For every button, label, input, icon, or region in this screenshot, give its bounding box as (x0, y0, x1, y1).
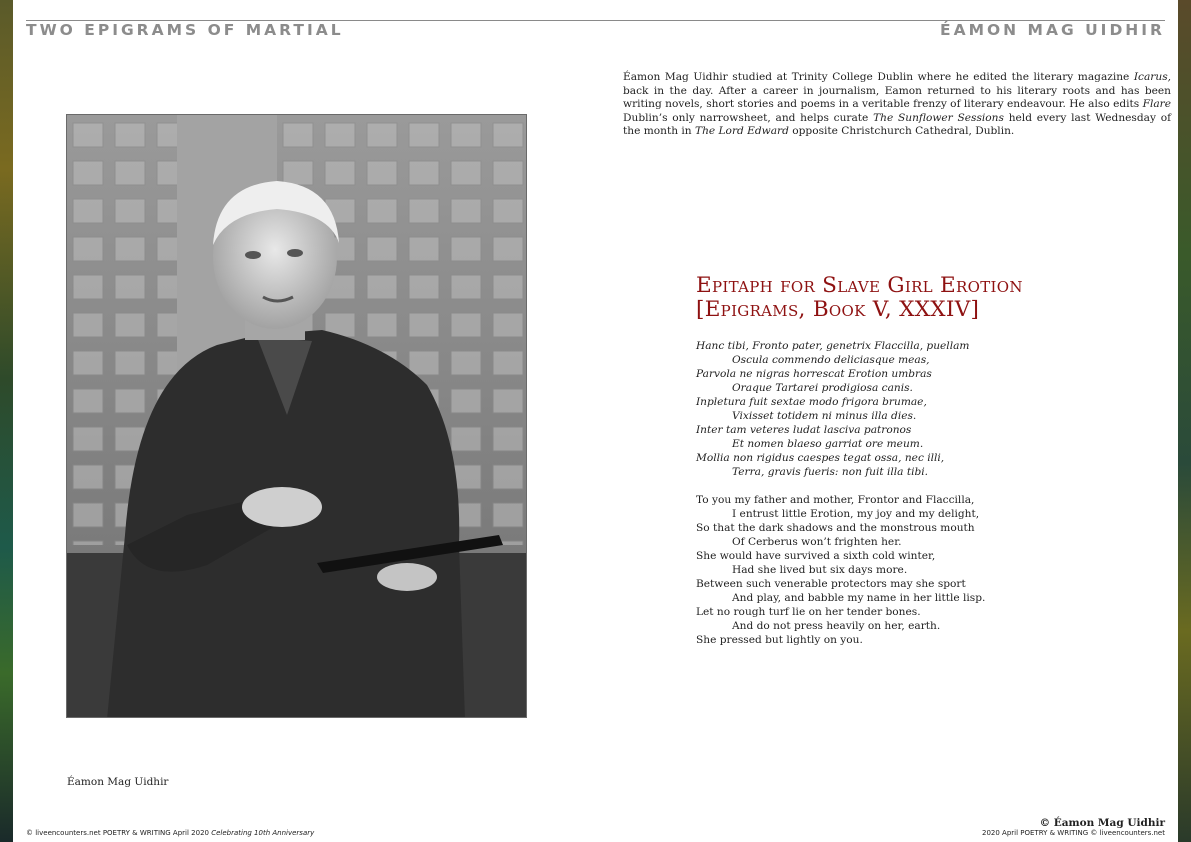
poem-line: So that the dark shadows and the monstrous mouth (696, 522, 975, 534)
bio-italic-icarus: Icarus, (1133, 71, 1171, 83)
poem-line: And play, and babble my name in her little lisp. (732, 592, 986, 604)
english-stanza (696, 493, 985, 647)
poem-subtitle-line: [Epigrams, Book V, XXXIV] (696, 297, 980, 322)
poem-body (696, 339, 985, 647)
poem-line: Between such venerable protectors may she sport (696, 578, 966, 590)
poem-line: She would have survived a sixth cold winter, (696, 550, 936, 562)
poem-line: Of Cerberus won’t frighten her. (732, 536, 902, 548)
bio-text: opposite Christchurch Cathedral, Dublin. (788, 125, 1015, 138)
photo-caption: Éamon Mag Uidhir (67, 776, 169, 788)
poem-line: Parvola ne nigras horrescat Erotion umbras (696, 368, 932, 380)
poem-line: Let no rough turf lie on her tender bones. (696, 606, 921, 618)
author-bio (623, 71, 1171, 139)
bio-text: back in the day. After a career in journalism, Eamon returned to his literary roots and has been writing novels, short stories and poems in a veritable frenzy of literary endeavour. He also edits (623, 84, 1171, 111)
poem-line: And do not press heavily on her, earth. (732, 620, 941, 632)
footer-left-text: © liveencounters.net POETRY & WRITING April 2020 (26, 829, 212, 837)
bio-italic-lord-edward: The Lord Edward (695, 125, 789, 138)
bio-italic-flare: Flare (1142, 98, 1171, 111)
poem-line: Oraque Tartarei prodigiosa canis. (732, 382, 913, 394)
bio-text: Dublin’s only narrowsheet, and helps curate (623, 111, 874, 124)
stanza-gap (696, 479, 985, 493)
author-photo (66, 114, 527, 718)
poem-line: Vixisset totidem ni minus illa dies. (732, 410, 917, 422)
poem-line: Had she lived but six days more. (732, 564, 908, 576)
footer-left (26, 829, 314, 837)
right-page-edge (1178, 0, 1191, 842)
poem-title (696, 274, 1023, 322)
author-header: ÉAMON MAG UIDHIR (940, 21, 1165, 39)
bio-italic-sunflower: The Sunflower Sessions (873, 111, 1004, 124)
poem-line: Hanc tibi, Fronto pater, genetrix Flaccilla, puellam (696, 340, 970, 352)
bio-text: Éamon Mag Uidhir studied at Trinity College Dublin where he edited the literary magazine (623, 71, 1134, 83)
author-photo-image (67, 115, 527, 718)
poem-title-line: Epitaph for Slave Girl Erotion (696, 273, 1023, 298)
poem-line: Terra, gravis fueris: non fuit illa tibi. (732, 466, 929, 478)
poem-line: Et nomen blaeso garriat ore meum. (732, 438, 924, 450)
section-title: TWO EPIGRAMS OF MARTIAL (26, 21, 344, 39)
copyright-notice: © Éamon Mag Uidhir (1039, 817, 1165, 829)
bio-text: held every last Wednesday of the month in (623, 111, 1171, 138)
poem-line: I entrust little Erotion, my joy and my delight, (732, 508, 980, 520)
footer-left-italic: Celebrating 10th Anniversary (211, 829, 315, 837)
poem-line: Inter tam veteres ludat lasciva patronos (696, 424, 912, 436)
latin-stanza (696, 339, 985, 479)
poem-line: Oscula commendo deliciasque meas, (732, 354, 930, 366)
footer-right: 2020 April POETRY & WRITING © liveencounters.net (982, 829, 1165, 837)
poem-line: To you my father and mother, Frontor and Flaccilla, (696, 494, 975, 506)
poem-line: Mollia non rigidus caespes tegat ossa, nec illi, (696, 452, 945, 464)
poem-line: Inpletura fuit sextae modo frigora brumae, (696, 396, 927, 408)
left-page-edge (0, 0, 13, 842)
poem-line: She pressed but lightly on you. (696, 634, 863, 646)
